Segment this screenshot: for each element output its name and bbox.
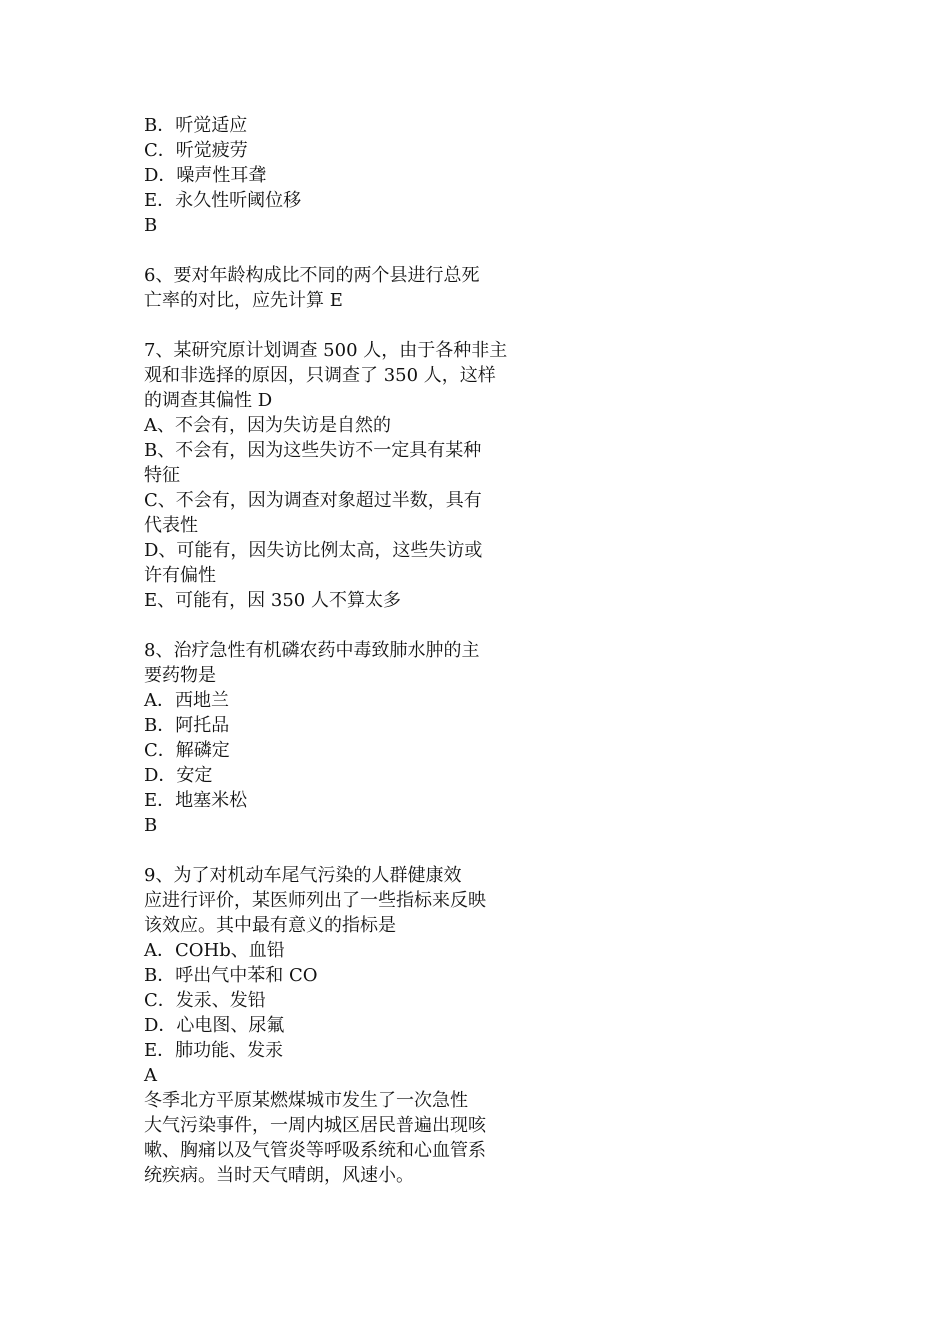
- q5-option-d: D．噪声性耳聋: [144, 165, 267, 186]
- q5-option-b: B．听觉适应: [144, 115, 248, 136]
- q7-option-b-cont: 特征: [144, 465, 180, 486]
- q9-option-b: B．呼出气中苯和 CO: [144, 965, 318, 986]
- q7-option-c-cont: 代表性: [144, 515, 198, 536]
- q8-stem-line-1: 8、治疗急性有机磷农药中毒致肺水肿的主: [144, 640, 480, 661]
- q8-option-b: B．阿托品: [144, 715, 230, 736]
- q8-answer: B: [144, 815, 158, 836]
- case-line-4: 统疾病。当时天气晴朗，风速小。: [144, 1165, 414, 1186]
- spacer: [144, 238, 544, 263]
- q5-option-c: C．听觉疲劳: [144, 140, 248, 161]
- q8-option-c: C．解磷定: [144, 740, 230, 761]
- q9-stem-line-3: 该效应。其中最有意义的指标是: [144, 915, 396, 936]
- case-line-1: 冬季北方平原某燃煤城市发生了一次急性: [144, 1090, 468, 1111]
- q7-option-e: E、可能有，因 350 人不算太多: [144, 590, 401, 611]
- q7-option-d: D、可能有，因失访比例太高，这些失访或: [144, 540, 483, 561]
- q7-stem-line-2: 观和非选择的原因，只调查了 350 人，这样: [144, 365, 496, 386]
- q7-stem-line-1: 7、某研究原计划调查 500 人，由于各种非主: [144, 340, 508, 361]
- q5-answer: B: [144, 215, 158, 236]
- q7-option-b: B、不会有，因为这些失访不一定具有某种: [144, 440, 482, 461]
- q8-option-a: A．西地兰: [144, 690, 229, 711]
- case-line-3: 嗽、胸痛以及气管炎等呼吸系统和心血管系: [144, 1140, 486, 1161]
- document-page: [144, 113, 544, 1188]
- q7-option-d-cont: 许有偏性: [144, 565, 216, 586]
- q8-stem-line-2: 要药物是: [144, 665, 216, 686]
- q9-stem-line-1: 9、为了对机动车尾气污染的人群健康效: [144, 865, 462, 886]
- q7-option-a: A、不会有，因为失访是自然的: [144, 415, 391, 436]
- q8-option-e: E．地塞米松: [144, 790, 248, 811]
- q9-option-d: D．心电图、尿氟: [144, 1015, 285, 1036]
- case-line-2: 大气污染事件，一周内城区居民普遍出现咳: [144, 1115, 486, 1136]
- q9-option-e: E．肺功能、发汞: [144, 1040, 284, 1061]
- q6-stem-line-2: 亡率的对比，应先计算 E: [144, 290, 343, 311]
- q9-option-a: A．COHb、血铅: [144, 940, 285, 961]
- spacer: [144, 613, 544, 638]
- spacer: [144, 313, 544, 338]
- q5-option-e: E．永久性听阈位移: [144, 190, 302, 211]
- q9-answer: A: [144, 1065, 157, 1086]
- spacer: [144, 838, 544, 863]
- q7-stem-line-3: 的调查其偏性 D: [144, 390, 273, 411]
- q9-stem-line-2: 应进行评价，某医师列出了一些指标来反映: [144, 890, 486, 911]
- q8-option-d: D．安定: [144, 765, 213, 786]
- q7-option-c: C、不会有，因为调查对象超过半数，具有: [144, 490, 482, 511]
- q6-stem-line-1: 6、要对年龄构成比不同的两个县进行总死: [144, 265, 480, 286]
- q9-option-c: C．发汞、发铅: [144, 990, 266, 1011]
